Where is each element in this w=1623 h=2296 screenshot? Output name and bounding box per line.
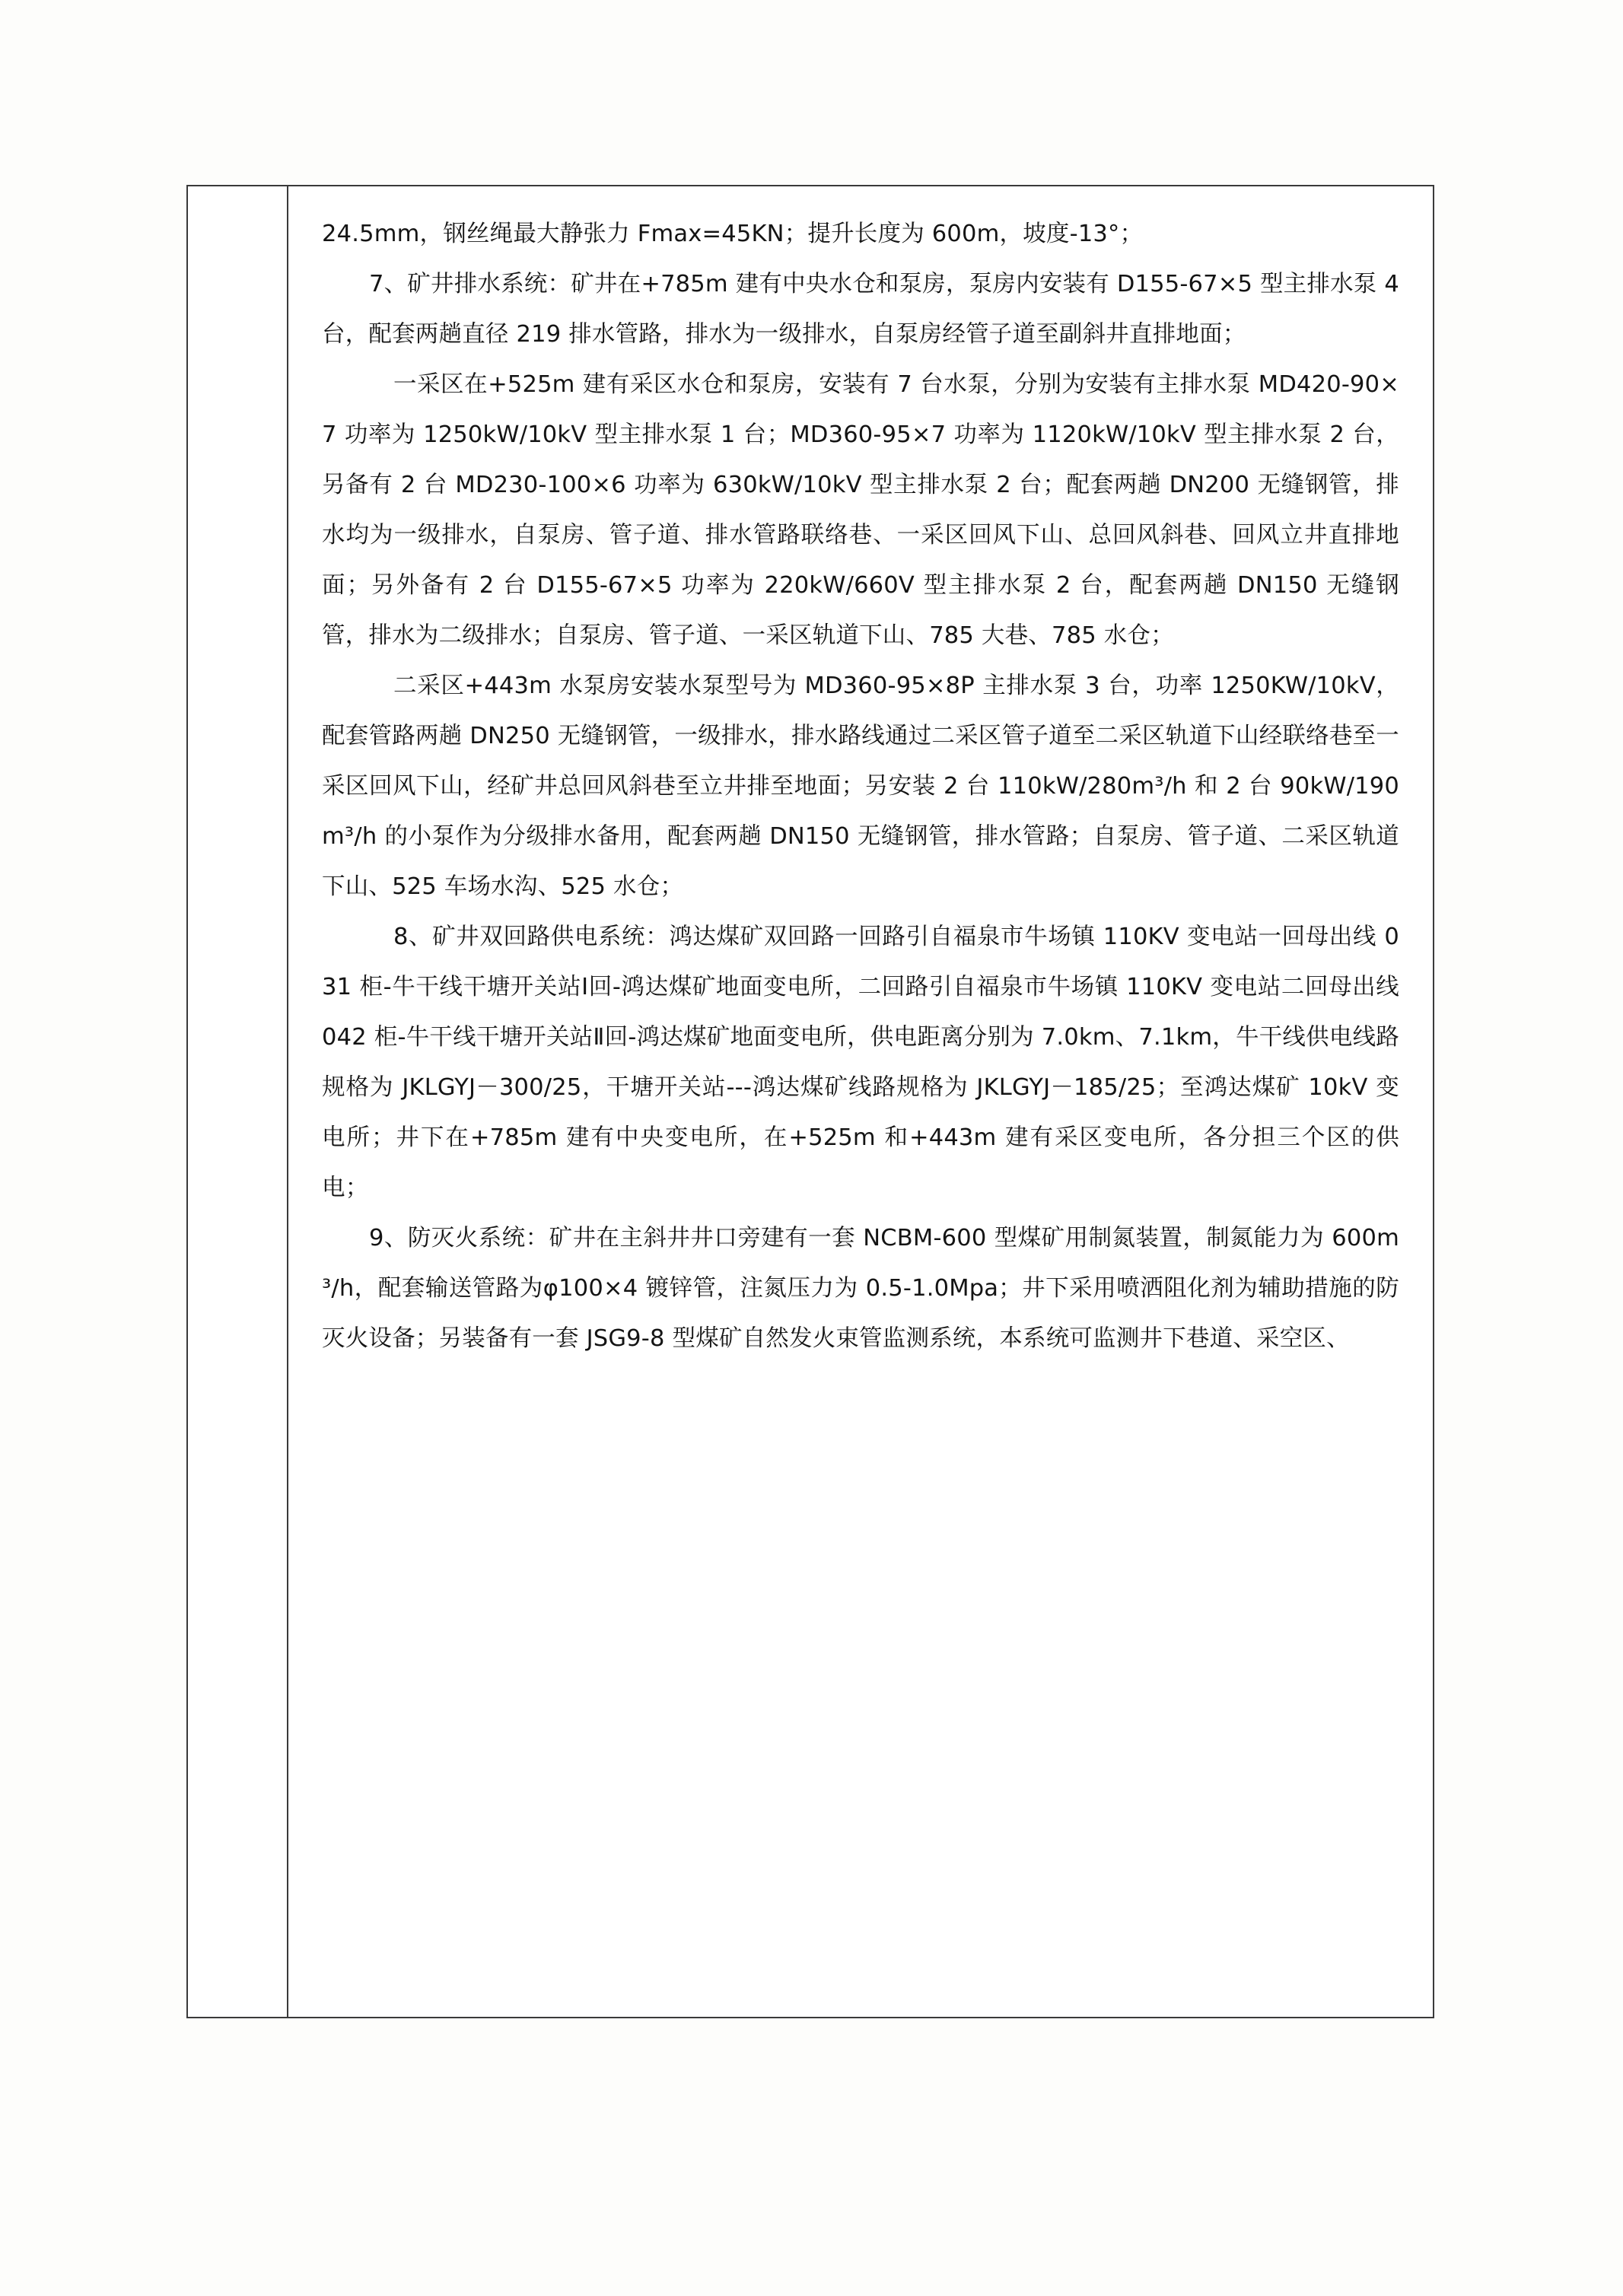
paragraph: 二采区+443m 水泵房安装水泵型号为 MD360-95×8P 主排水泵 3 台，功率 1250KW/10kV，配套管路两趟 DN250 无缝钢管，一级排水，排水路线通过二采区管子道至二采区轨道下山经联络巷至一采区回风下山，经矿井总回风斜巷至立井排至地面；另安装 2 台 110kW/280m³/h 和 2 台 90kW/190m³/h 的小泵作为分级排水备用，配套两趟 DN150 无缝钢管，排水管路；自泵房、管子道、二采区轨道下山、525 车场水沟、525 水仓； — [322, 673, 1399, 900]
paragraph: 8、矿井双回路供电系统：鸿达煤矿双回路一回路引自福泉市牛场镇 110KV 变电站一回母出线 031 柜-牛干线干塘开关站Ⅰ回-鸿达煤矿地面变电所，二回路引自福泉市牛场镇 110KV 变电站二回母出线 042 柜-牛干线干塘开关站Ⅱ回-鸿达煤矿地面变电所，供电距离分别为 7.0km、7.1km，牛干线供电线路规格为 JKLGYJ－300/25，干塘开关站---鸿达煤矿线路规格为 JKLGYJ－185/25；至鸿达煤矿 10kV 变电所；井下在+785m 建有中央变电所，在+525m 和+443m 建有采区变电所，各分担三个区的供电； — [322, 924, 1399, 1201]
table-content-column — [288, 186, 1433, 2017]
paragraph: 7、矿井排水系统：矿井在+785m 建有中央水仓和泵房，泵房内安装有 D155-67×5 型主排水泵 4 台，配套两趟直径 219 排水管路，排水为一级排水，自泵房经管子道至副斜井直排地面； — [322, 271, 1399, 348]
paragraph: 一采区在+525m 建有采区水仓和泵房，安装有 7 台水泵，分别为安装有主排水泵 MD420-90×7 功率为 1250kW/10kV 型主排水泵 1 台；MD360-95×7 功率为 1120kW/10kV 型主排水泵 2 台，另备有 2 台 MD230-100×6 功率为 630kW/10kV 型主排水泵 2 台；配套两趟 DN200 无缝钢管，排水均为一级排水，自泵房、管子道、排水管路联络巷、一采区回风下山、总回风斜巷、回风立井直排地面；另外备有 2 台 D155-67×5 功率为 220kW/660V 型主排水泵 2 台，配套两趟 DN150 无缝钢管，排水为二级排水；自泵房、管子道、一采区轨道下山、785 大巷、785 水仓； — [322, 371, 1399, 649]
table-label-column — [188, 186, 288, 2017]
paragraph: 24.5mm，钢丝绳最大静张力 Fmax=45KN；提升长度为 600m，坡度-13°； — [322, 221, 1144, 247]
content-table — [186, 185, 1434, 2018]
paragraph: 9、防灭火系统：矿井在主斜井井口旁建有一套 NCBM-600 型煤矿用制氮装置，制氮能力为 600m³/h，配套输送管路为φ100×4 镀锌管，注氮压力为 0.5-1.0Mpa；井下采用喷洒阻化剂为辅助措施的防灭火设备；另装备有一套 JSG9-8 型煤矿自然发火束管监测系统，本系统可监测井下巷道、采空区、 — [322, 1225, 1399, 1352]
